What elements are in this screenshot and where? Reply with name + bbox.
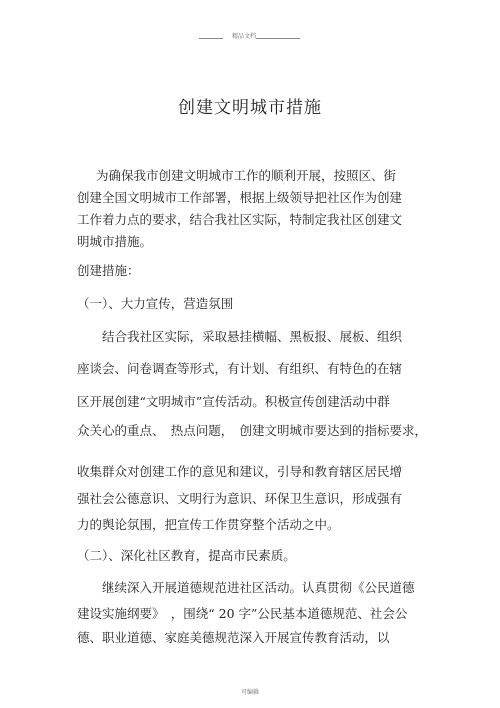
- document-title: 创建文明城市措施: [178, 98, 322, 118]
- body-line: 继续深入开展道德规范进社区活动。认真贯彻《公民道德: [102, 580, 415, 595]
- header-text: 精品文档: [232, 33, 257, 40]
- body-line: 工作着力点的要求，结合我社区实际，特制定我社区创建文: [77, 212, 403, 227]
- body-line: 力的舆论氛围，把宣传工作贯穿整个活动之中。: [77, 517, 340, 532]
- body-line: 为确保我市创建文明城市工作的顺利开展，按照区、街: [96, 168, 397, 183]
- body-line: 创建措施：: [77, 263, 140, 278]
- page-header: [0, 31, 500, 43]
- body-line: 座谈会、问卷调查等形式，有计划、有组织、有特色的在辖: [77, 361, 403, 376]
- body-line: 明城市措施。: [77, 234, 153, 249]
- body-line: 强社会公德意识、文明行为意识、环保卫生意识，形成强有: [77, 491, 403, 506]
- body-line: 结合我社区实际，采取悬挂横幅、黑板报、展板、组织: [102, 329, 403, 344]
- body-line: 建设实施纲要》 ，围绕“ 20 字”公民基本道德规范、社会公: [77, 606, 408, 621]
- body-line: 众关心的重点、 热点问题， 创建文明城市要达到的指标要求，: [77, 423, 428, 438]
- header-rule-left: [199, 38, 223, 39]
- section-heading: （一）、大力宣传，营造氛围: [77, 296, 234, 311]
- section-heading: （二）、深化社区教育，提高市民素质。: [77, 548, 296, 563]
- page-footer: 可编辑: [240, 689, 259, 696]
- body-line: 德、职业道德、家庭美德规范深入开展宣传教育活动，以: [77, 630, 390, 645]
- body-line: 创建全国文明城市工作部署，根据上级领导把社区作为创建: [77, 190, 403, 205]
- body-line: 收集群众对创建工作的意见和建议，引导和教育辖区居民增: [77, 464, 403, 479]
- body-line: 区开展创建“文明城市”宣传活动。积极宣传创建活动中群: [77, 394, 390, 409]
- header-rule-right: [256, 38, 300, 39]
